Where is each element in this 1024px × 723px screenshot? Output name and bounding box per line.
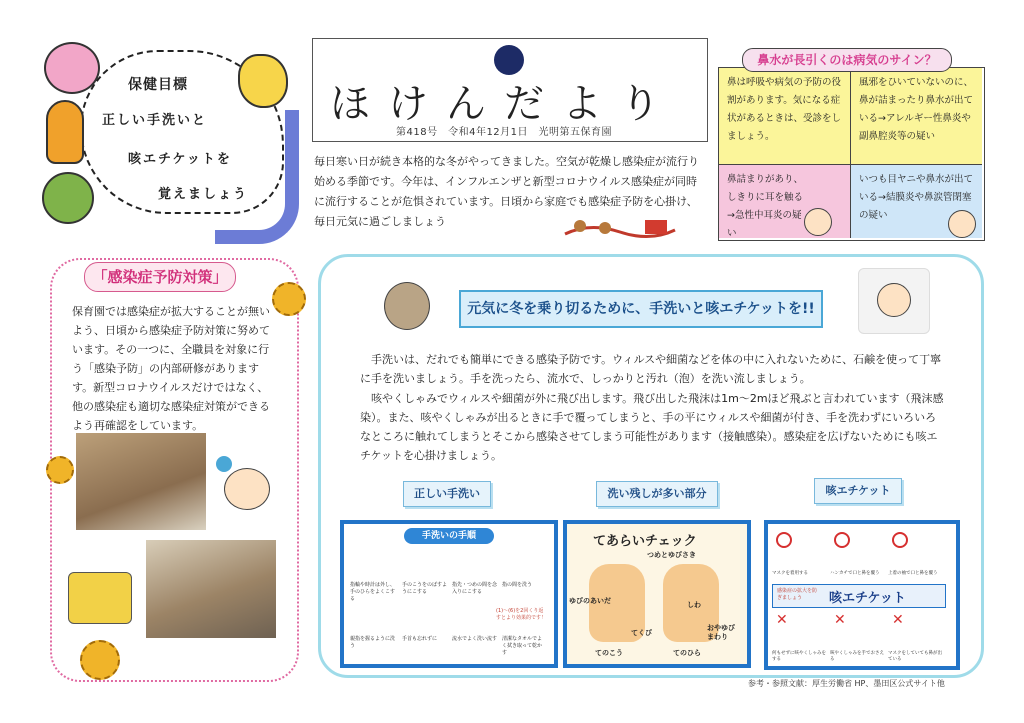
goal-title: 保健目標 [128, 77, 188, 93]
cough-caption: 上着の袖で口と鼻を覆う [888, 571, 938, 576]
goal-line-1: 正しい手洗いと [102, 113, 208, 128]
sneezing-person-icon [858, 268, 930, 334]
handwash-caption: 流水でよく洗い流す [452, 636, 498, 642]
handwash-caption: 指先・つめの間を念入りにこする [452, 582, 498, 595]
handwash-paragraph: 手洗いは、だれでも簡単にできる感染予防です。ウィルスや細菌などを体の中に入れないために、石鹸を使って丁寧に手を洗いましょう。手を洗ったら、流水で、しっかりと汚れ（泡）を洗い流しましょう。 [360, 353, 942, 385]
cough-caption: ハンカチで口と鼻を覆う [830, 571, 880, 576]
check-label: てくび [631, 629, 652, 637]
cough-paragraph: 咳やくしゃみでウィルスや細菌が外に飛び出します。飛び出した飛沫は1m～2mほど飛ぶと言われています（飛沫感染）。また、咳やくしゃみが出るときに手で覆ってしまうと、手の平にウィルスや細菌が付き、手を洗わずにいろいろなところに触れてしまうとそこから感染させてしまう可能性があります（接触感染）。感染症を広げないためにも咳エチケットを心掛けましょう。 [360, 392, 944, 462]
correct-circle-icon [834, 532, 850, 548]
goal-line-3: 覚えましょう [158, 187, 249, 202]
cough-etiquette-panel [764, 520, 960, 670]
training-photo-2 [146, 540, 276, 638]
check-label: おやゆびまわり [707, 624, 735, 641]
cough-banner [772, 584, 946, 608]
cough-caption: 何もせずに咳やくしゃみをする [772, 651, 826, 662]
tag-cough-etiquette: 咳エチケット [814, 478, 902, 504]
reference-note: 参考・参照文献：厚生労働省 HP、墨田区公式サイト他 [748, 679, 945, 688]
infection-text: 保育園では感染症が拡大することが無いよう、日頃から感染症予防対策に努めています。その一つに、全職員を対象に行う「感染予防」の内部研修がありますす。新型コロナウイルスだけではなく、他の感染症も適切な感染症対策ができるよう再確認をしています。 [72, 305, 270, 432]
virus-icon [216, 456, 232, 472]
handwash-note: (1)～(6)を2回くり返すとより効果的です！ [496, 608, 547, 621]
issue-info: 第418号 令和4年12月1日 光明第五保育園 [396, 127, 613, 138]
handwash-steps-panel [340, 520, 558, 668]
handwash-caption: 手のこうをのばすようにこする [402, 582, 448, 595]
nose-cell-1: 鼻は呼吸や病気の予防の役割があります。気になる症状があるときは、受診をしましょう。 [719, 68, 850, 164]
training-photo-1 [76, 433, 206, 530]
check-label: しわ [687, 601, 701, 609]
child-face-icon [948, 210, 976, 238]
santa-sleigh-icon [560, 212, 680, 242]
check-label: てのこう [595, 649, 623, 657]
handwash-caption: 手首も忘れずに [402, 636, 438, 642]
raccoon-character-icon [384, 282, 430, 330]
child-face-icon [804, 208, 832, 236]
nose-cell-3: 鼻詰まりがあり、しきりに耳を触る→急性中耳炎の疑い [719, 164, 850, 238]
scarf-character-icon [215, 110, 299, 244]
handwash-caption: 親指を握るように洗う [350, 636, 396, 649]
nose-info-box [718, 67, 985, 241]
germ-icon [80, 640, 120, 680]
goal-line-2: 咳エチケットを [128, 152, 232, 167]
wrong-x-icon: ✕ [834, 612, 846, 628]
correct-circle-icon [776, 532, 792, 548]
yarn-ball-character-icon [42, 172, 94, 224]
tag-missed-areas: 洗い残しが多い部分 [596, 481, 718, 507]
mitten-character-icon [46, 100, 84, 164]
main-heading: 元気に冬を乗り切るために、手洗いと咳エチケットを!! [459, 290, 823, 328]
check-label: ゆびのあいだ [569, 597, 611, 605]
knit-hat-character-icon [238, 54, 288, 108]
check-label: つめとゆびさき [647, 551, 696, 559]
cough-caption: マスクを着用する [772, 571, 808, 576]
sick-child-icon [224, 468, 270, 510]
germ-icon [272, 282, 306, 316]
cough-banner-title: 咳エチケット [829, 591, 906, 606]
nose-cell-4: いつも目ヤニや鼻水が出ている→結膜炎や鼻涙管閉塞の疑い [850, 164, 982, 238]
hand-check-title: てあらいチェック [593, 534, 697, 549]
handwash-caption: 指の間を洗う [502, 582, 533, 588]
handwash-steps-title: 手洗いの手順 [404, 528, 494, 544]
cough-caption: 咳やくしゃみを手でおさえる [830, 651, 884, 662]
newsletter-title: ほけんだより [330, 81, 678, 127]
infection-title: 「感染症予防対策」 [84, 262, 236, 292]
handwash-caption: 清潔なタオルでよく拭き取って乾かす [502, 636, 543, 656]
cleaning-supplies-icon [68, 572, 132, 624]
hand-check-panel [563, 520, 751, 668]
cough-caption: マスクをしていても鼻が出ている [888, 651, 942, 662]
handwash-caption: 指輪や時計は外し、手のひらをよくこする [350, 582, 396, 602]
intro-text: 毎日寒い日が続き本格的な冬がやってきました。空気が乾燥し感染症が流行り始める季節です。今年は、インフルエンザと新型コロナウイルス感染症が同時に流行することが危惧されています。日頃から家庭でも感染症予防を心掛け、毎日元気に過ごしましょう [314, 155, 699, 228]
germ-icon [46, 456, 74, 484]
nose-cell-2: 風邪をひいていないのに、鼻が詰まったり鼻水が出ている→アレルギー性鼻炎や副鼻腔炎等の疑い [850, 68, 982, 164]
tag-correct-handwash: 正しい手洗い [403, 481, 491, 507]
knit-hat-character-icon [44, 42, 100, 94]
correct-circle-icon [892, 532, 908, 548]
wrong-x-icon: ✕ [776, 612, 788, 628]
wrong-x-icon: ✕ [892, 612, 904, 628]
cough-banner-sub: 感染症の拡大を防ぎましょう [777, 588, 818, 601]
nose-banner: 鼻水が長引くのは病気のサイン？ [742, 48, 952, 72]
check-label: てのひら [673, 649, 701, 657]
school-emblem-icon [494, 45, 524, 75]
